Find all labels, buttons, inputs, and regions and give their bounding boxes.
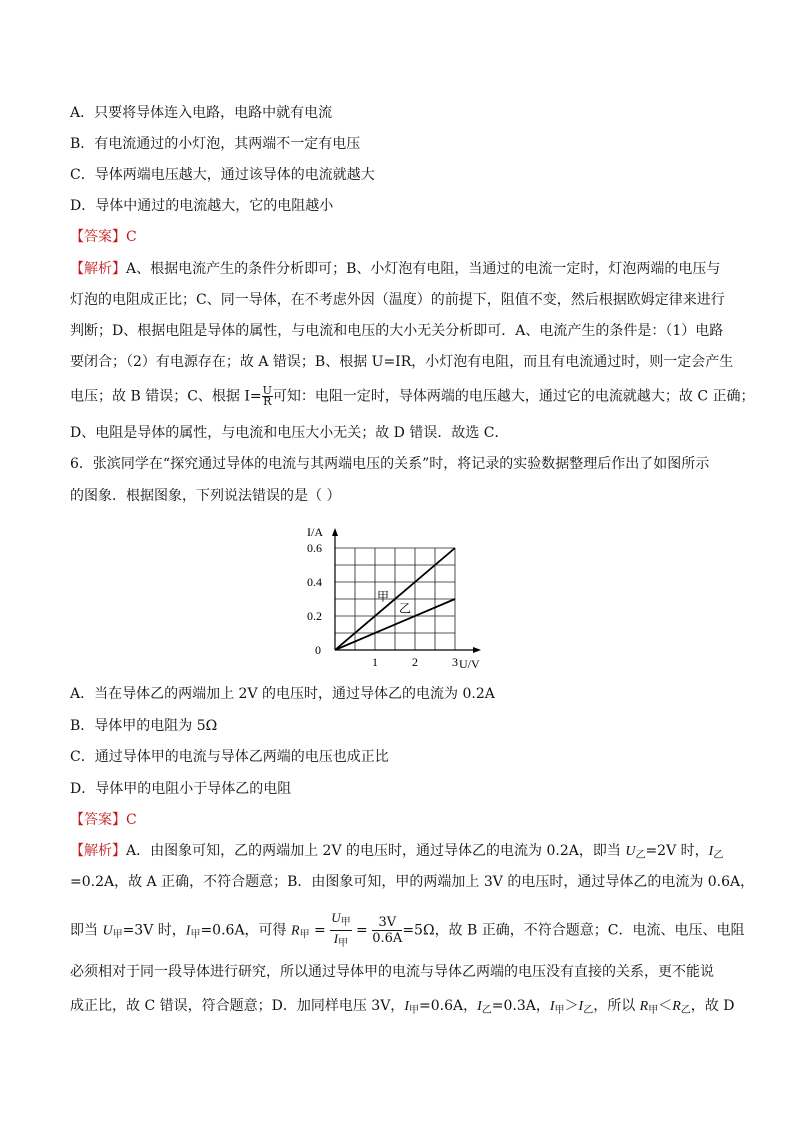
- symbol-u: U: [102, 923, 113, 939]
- symbol-i: I: [404, 999, 409, 1014]
- symbol-i: I: [477, 999, 482, 1014]
- answer-value: C: [126, 812, 137, 828]
- origin-label: 0: [315, 643, 321, 657]
- answer-value: C: [126, 229, 137, 245]
- x-tick-label: 1: [372, 655, 378, 669]
- series-label-jia: 甲: [377, 589, 390, 604]
- analysis-text: =0.6A，可得: [200, 922, 292, 939]
- fraction-denominator: [330, 931, 351, 951]
- q6-analysis-line-3: [70, 910, 744, 951]
- analysis-text: =0.3A，: [491, 998, 550, 1014]
- symbol-r: R: [672, 999, 681, 1014]
- fraction-numerator: [330, 910, 351, 931]
- symbol-r: R: [639, 999, 649, 1014]
- subscript-yi: 乙: [635, 850, 646, 861]
- analysis-label: 【解析】: [70, 261, 126, 277]
- symbol-r: R: [291, 923, 300, 939]
- q5-option-a: A．只要将导体连入电路，电路中就有电流: [70, 105, 333, 121]
- answer-label: 【答案】: [70, 812, 126, 828]
- subscript-jia: 甲: [190, 929, 201, 941]
- symbol-i: I: [578, 999, 584, 1014]
- symbol-i: I: [708, 844, 714, 859]
- formula-fraction-values: [372, 915, 402, 946]
- fraction-denominator: R: [263, 395, 272, 408]
- subscript-jia: 甲: [408, 1005, 419, 1016]
- analysis-text: =3V 时，: [122, 922, 186, 939]
- subscript-jia: 甲: [112, 929, 123, 941]
- x-tick-label: 3: [452, 655, 458, 669]
- y-tick-label: 0.4: [307, 575, 322, 589]
- q5-analysis-line-2: 灯泡的电阻成正比；C、同一导体，在不考虑外因（温度）的前提下，阻值不变，然后根据欧姆定律来进行: [70, 292, 725, 308]
- subscript-yi: 乙: [680, 1005, 691, 1016]
- q5-analysis-line-4: 要闭合；（2）有电源存在；故 A 错误；B、根据 U=IR，小灯泡有电阻，而且有电流通过时，则一定会产生: [70, 354, 734, 370]
- q6-option-a: A．当在导体乙的两端加上 2V 的电压时，通过导体乙的电流为 0.2A: [70, 686, 495, 702]
- x-axis-label: U/V: [459, 657, 480, 671]
- y-axis-label: I/A: [307, 525, 323, 539]
- q6-stem-line-2: 的图象．根据图象，下列说法错误的是（ ）: [70, 488, 341, 504]
- q6-option-c: C．通过导体甲的电流与导体乙两端的电压也成正比: [70, 749, 389, 765]
- analysis-label: 【解析】: [70, 843, 126, 859]
- analysis-text: =2V 时，: [645, 843, 709, 859]
- q6-analysis-line-4: 必须相对于同一段导体进行研究，所以通过导体甲的电流与导体乙两端的电压没有直接的关系，更不能说: [70, 964, 714, 980]
- formula-fraction-ui: [330, 910, 351, 951]
- q6-stem-line-1: 6．张滨同学在“探究通过导体的电流与其两端电压的关系”时，将记录的实验数据整理后作出了如图所示: [70, 456, 710, 472]
- fraction-denominator: 0.6A: [372, 931, 403, 946]
- fraction-numerator: 3V: [372, 915, 402, 931]
- answer-label: 【答案】: [70, 229, 126, 245]
- subscript-yi: 乙: [481, 1005, 492, 1016]
- analysis-text: A．由图象可知，乙的两端加上 2V 的电压时，通过导体乙的电流为 0.2A，即当: [126, 843, 626, 859]
- equals-sign: =: [309, 922, 331, 939]
- series-label-yi: 乙: [399, 601, 412, 616]
- current-voltage-chart: [295, 520, 495, 680]
- analysis-text: =0.6A，: [418, 998, 478, 1014]
- x-axis-arrow: [473, 647, 481, 653]
- y-tick-label: 0.6: [307, 541, 322, 555]
- subscript-yi: 乙: [583, 1005, 594, 1016]
- q5-analysis-line-5: [70, 386, 755, 407]
- subscript-jia: 甲: [299, 929, 310, 941]
- subscript-yi: 乙: [713, 850, 724, 861]
- q5-option-d: D．导体中通过的电流越大，它的电阻越小: [70, 198, 334, 214]
- analysis-text: 可知：电阻一定时，导体两端的电压越大，通过它的电流就越大；故 C 正确；: [272, 388, 755, 405]
- x-tick-label: 2: [412, 655, 418, 669]
- q6-analysis-line-2: =0.2A，故 A 正确，不符合题意；B．由图象可知，甲的两端加上 3V 的电压时，通过导体乙的电流为 0.6A，: [70, 874, 755, 890]
- symbol-u: U: [331, 910, 341, 925]
- analysis-text: 成正比，故 C 错误，符合题意；D．加同样电压 3V，: [70, 998, 405, 1014]
- q6-option-d: D．导体甲的电阻小于导体乙的电阻: [70, 781, 292, 797]
- analysis-text: 即当: [70, 922, 103, 939]
- analysis-text: ，故 B 正确，不符合题意；C．电流、电压、电阻: [434, 922, 745, 939]
- subscript-jia: 甲: [554, 1005, 565, 1016]
- q5-option-b: B．有电流通过的小灯泡，其两端不一定有电压: [70, 136, 361, 152]
- subscript-jia: 甲: [340, 917, 351, 928]
- less-than: ＜: [658, 998, 673, 1014]
- analysis-text: ，所以: [593, 998, 640, 1014]
- q5-analysis-line-3: 判断；D、根据电阻是导体的属性，与电流和电压的大小无关分析即可．A、电流产生的条件是：（1）电路: [70, 323, 724, 339]
- analysis-text: ，故 D: [690, 998, 735, 1014]
- symbol-i: I: [333, 931, 339, 946]
- q5-analysis-line-6: D、电阻是导体的属性，与电流和电压大小无关；故 D 错误．故选 C．: [70, 425, 509, 441]
- q6-answer: [70, 810, 137, 830]
- y-axis-arrow: [332, 528, 338, 536]
- symbol-i: I: [549, 999, 555, 1014]
- formula-result: =5Ω: [402, 922, 435, 939]
- y-tick-label: 0.2: [307, 609, 322, 623]
- formula-fraction: [262, 386, 273, 407]
- equals-sign: =: [351, 922, 373, 939]
- symbol-u: U: [625, 844, 636, 859]
- subscript-jia: 甲: [648, 1005, 659, 1016]
- symbol-i: I: [185, 923, 191, 939]
- q5-answer: [70, 227, 137, 247]
- q5-option-c: C．导体两端电压越大，通过该导体的电流就越大: [70, 167, 375, 183]
- fraction-numerator: U: [262, 384, 272, 397]
- q6-option-b: B．导体甲的电阻为 5Ω: [70, 718, 218, 734]
- q6-analysis-line-1: [70, 841, 723, 866]
- analysis-text: 电压；故 B 错误；C、根据 I=: [70, 388, 262, 405]
- q5-analysis-line-1: [70, 259, 720, 279]
- analysis-text: A、根据电流产生的条件分析即可；B、小灯泡有电阻，当通过的电流一定时，灯泡两端的电压与: [126, 261, 721, 277]
- q6-analysis-line-5: [70, 996, 734, 1021]
- greater-than: ＞: [564, 998, 579, 1014]
- subscript-jia: 甲: [338, 938, 349, 949]
